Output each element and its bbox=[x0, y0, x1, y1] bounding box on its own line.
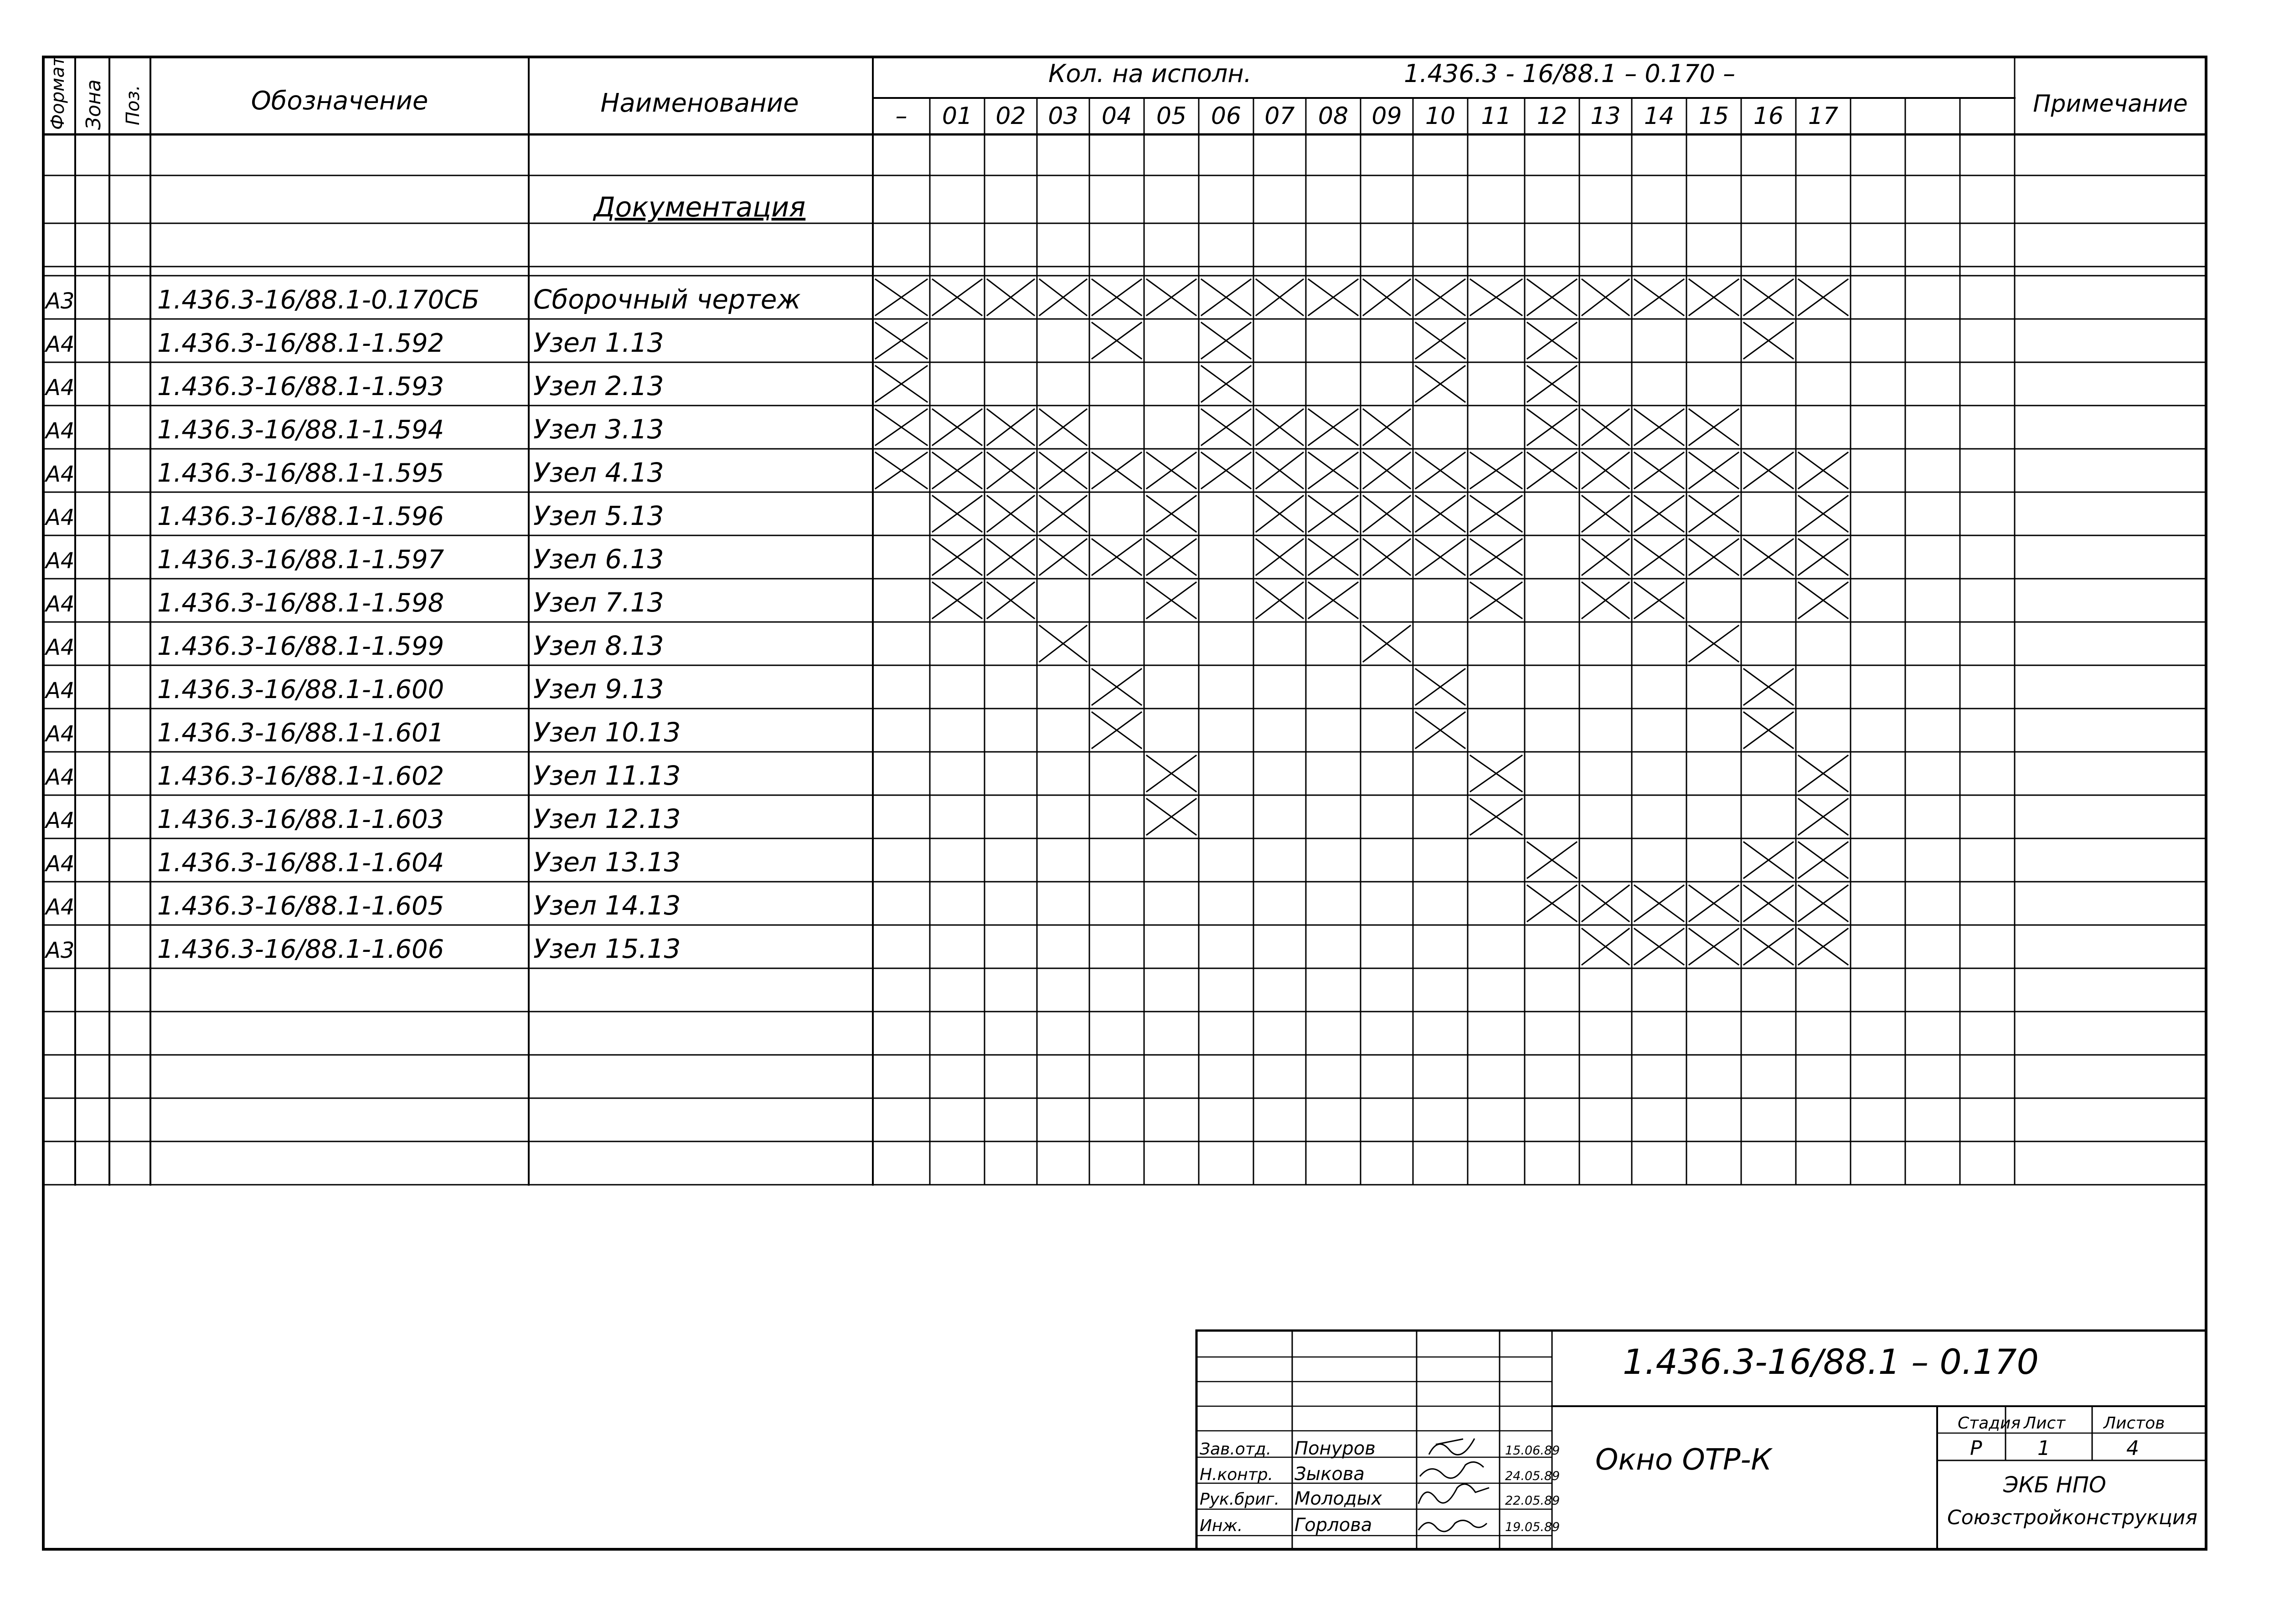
row-format: А4 bbox=[46, 678, 75, 704]
column-header-position: Поз. bbox=[123, 85, 144, 125]
row-format: А4 bbox=[46, 851, 75, 877]
column-header-name: Наименование bbox=[600, 88, 799, 118]
organization-line-1: ЭКБ НПО bbox=[2003, 1472, 2106, 1498]
signer-name: Молодых bbox=[1294, 1488, 1382, 1509]
row-format: А4 bbox=[46, 808, 75, 833]
signer-date: 24.05.89 bbox=[1505, 1469, 1560, 1483]
row-designation: 1.436.3-16/88.1-0.170СБ bbox=[157, 285, 480, 315]
variant-header-11: 11 bbox=[1481, 103, 1511, 130]
row-designation: 1.436.3-16/88.1-1.599 bbox=[157, 632, 444, 661]
variant-header-06: 06 bbox=[1211, 103, 1242, 130]
signer-date: 19.05.89 bbox=[1505, 1520, 1560, 1534]
row-designation: 1.436.3-16/88.1-1.595 bbox=[157, 458, 444, 488]
signer-role: Инж. bbox=[1200, 1516, 1243, 1535]
variant-header-04: 04 bbox=[1101, 103, 1132, 130]
row-format: А4 bbox=[46, 332, 75, 357]
row-name: Узел 10.13 bbox=[533, 717, 681, 748]
variant-header-08: 08 bbox=[1318, 103, 1349, 130]
row-format: А4 bbox=[46, 635, 75, 660]
row-designation: 1.436.3-16/88.1-1.606 bbox=[157, 935, 444, 964]
variant-header-15: 15 bbox=[1698, 103, 1729, 130]
row-name: Узел 6.13 bbox=[533, 544, 664, 575]
sheet-value: 1 bbox=[2037, 1437, 2050, 1460]
row-name: Узел 1.13 bbox=[533, 327, 664, 358]
row-name: Узел 4.13 bbox=[533, 457, 664, 488]
sheet-label: Лист bbox=[2024, 1414, 2066, 1433]
signature bbox=[1420, 1462, 1484, 1478]
sheets-label: Листов bbox=[2104, 1414, 2165, 1433]
variant-header-12: 12 bbox=[1537, 103, 1567, 130]
object-name: Окно ОТР-К bbox=[1595, 1443, 1772, 1477]
signer-row bbox=[1200, 1462, 1560, 1485]
row-name: Сборочный чертеж bbox=[533, 284, 801, 315]
row-format: А3 bbox=[46, 938, 75, 963]
row-name: Узел 13.13 bbox=[533, 847, 681, 878]
row-format: А3 bbox=[46, 288, 75, 314]
row-format: А4 bbox=[46, 505, 75, 530]
row-name: Узел 8.13 bbox=[533, 630, 664, 661]
signature bbox=[1418, 1521, 1487, 1531]
row-name: Узел 12.13 bbox=[533, 803, 681, 834]
row-designation: 1.436.3-16/88.1-1.605 bbox=[157, 891, 444, 921]
row-name: Узел 3.13 bbox=[533, 414, 664, 445]
section-title-documentation: Документация bbox=[593, 191, 806, 223]
row-format: А4 bbox=[46, 548, 75, 574]
row-format: А4 bbox=[46, 721, 75, 747]
column-header-zone: Зона bbox=[82, 79, 105, 130]
row-designation: 1.436.3-16/88.1-1.592 bbox=[157, 329, 444, 358]
variant-header-10: 10 bbox=[1425, 103, 1456, 130]
quantity-header-title: Кол. на исполн. bbox=[1048, 59, 1252, 88]
row-format: А4 bbox=[46, 418, 75, 444]
row-format: А4 bbox=[46, 894, 75, 920]
variant-header-05: 05 bbox=[1156, 103, 1187, 130]
row-name: Узел 9.13 bbox=[533, 673, 664, 704]
column-header-format: Формат bbox=[47, 56, 68, 130]
variant-header-01: 01 bbox=[942, 103, 973, 130]
signature bbox=[1418, 1484, 1489, 1504]
signer-name: Понуров bbox=[1294, 1438, 1376, 1459]
row-designation: 1.436.3-16/88.1-1.600 bbox=[157, 675, 444, 704]
row-designation: 1.436.3-16/88.1-1.593 bbox=[157, 372, 444, 401]
signer-role: Зав.отд. bbox=[1200, 1440, 1272, 1459]
variant-header-base: – bbox=[895, 103, 907, 130]
row-designation: 1.436.3-16/88.1-1.594 bbox=[157, 415, 444, 445]
variant-header-13: 13 bbox=[1590, 103, 1621, 130]
variant-header-07: 07 bbox=[1264, 103, 1295, 130]
row-name: Узел 11.13 bbox=[533, 760, 681, 791]
stage-label: Стадия bbox=[1958, 1414, 2021, 1433]
row-format: А4 bbox=[46, 375, 75, 401]
row-designation: 1.436.3-16/88.1-1.596 bbox=[157, 502, 444, 531]
sheets-value: 4 bbox=[2126, 1437, 2139, 1460]
column-header-note: Примечание bbox=[2033, 90, 2188, 118]
row-name: Узел 14.13 bbox=[533, 890, 681, 921]
stage-value: Р bbox=[1970, 1437, 1982, 1460]
variant-header-16: 16 bbox=[1753, 103, 1784, 130]
signer-row bbox=[1200, 1438, 1560, 1459]
row-designation: 1.436.3-16/88.1-1.598 bbox=[157, 588, 444, 618]
variant-header-03: 03 bbox=[1048, 103, 1078, 130]
row-name: Узел 15.13 bbox=[533, 933, 681, 964]
signer-role: Рук.бриг. bbox=[1200, 1490, 1280, 1509]
row-designation: 1.436.3-16/88.1-1.604 bbox=[157, 848, 444, 878]
signer-name: Зыкова bbox=[1294, 1464, 1365, 1485]
organization-line-2: Союзстройконструкция bbox=[1947, 1506, 2197, 1529]
signer-name: Горлова bbox=[1294, 1515, 1372, 1536]
signer-date: 22.05.89 bbox=[1505, 1494, 1560, 1508]
variant-header-02: 02 bbox=[995, 103, 1026, 130]
row-format: А4 bbox=[46, 462, 75, 487]
row-format: А4 bbox=[46, 765, 75, 790]
quantity-header-code: 1.436.3 - 16/88.1 – 0.170 – bbox=[1404, 59, 1736, 88]
row-designation: 1.436.3-16/88.1-1.603 bbox=[157, 805, 444, 834]
row-designation: 1.436.3-16/88.1-1.602 bbox=[157, 761, 444, 791]
variant-header-14: 14 bbox=[1644, 103, 1675, 130]
column-header-designation: Обозначение bbox=[251, 86, 428, 116]
signer-date: 15.06.89 bbox=[1505, 1444, 1560, 1458]
drawing-code: 1.436.3-16/88.1 – 0.170 bbox=[1623, 1341, 2039, 1382]
signer-role: Н.контр. bbox=[1200, 1465, 1274, 1484]
signer-row bbox=[1200, 1484, 1560, 1509]
row-name: Узел 2.13 bbox=[533, 370, 664, 401]
variant-header-09: 09 bbox=[1372, 103, 1402, 130]
row-format: А4 bbox=[46, 591, 75, 617]
signer-row bbox=[1200, 1515, 1560, 1536]
variant-header-17: 17 bbox=[1808, 103, 1839, 130]
title-block bbox=[1200, 1341, 2197, 1536]
row-name: Узел 5.13 bbox=[533, 500, 664, 531]
row-designation: 1.436.3-16/88.1-1.601 bbox=[157, 718, 444, 748]
row-designation: 1.436.3-16/88.1-1.597 bbox=[157, 545, 444, 575]
row-name: Узел 7.13 bbox=[533, 587, 664, 618]
signature bbox=[1429, 1439, 1475, 1455]
